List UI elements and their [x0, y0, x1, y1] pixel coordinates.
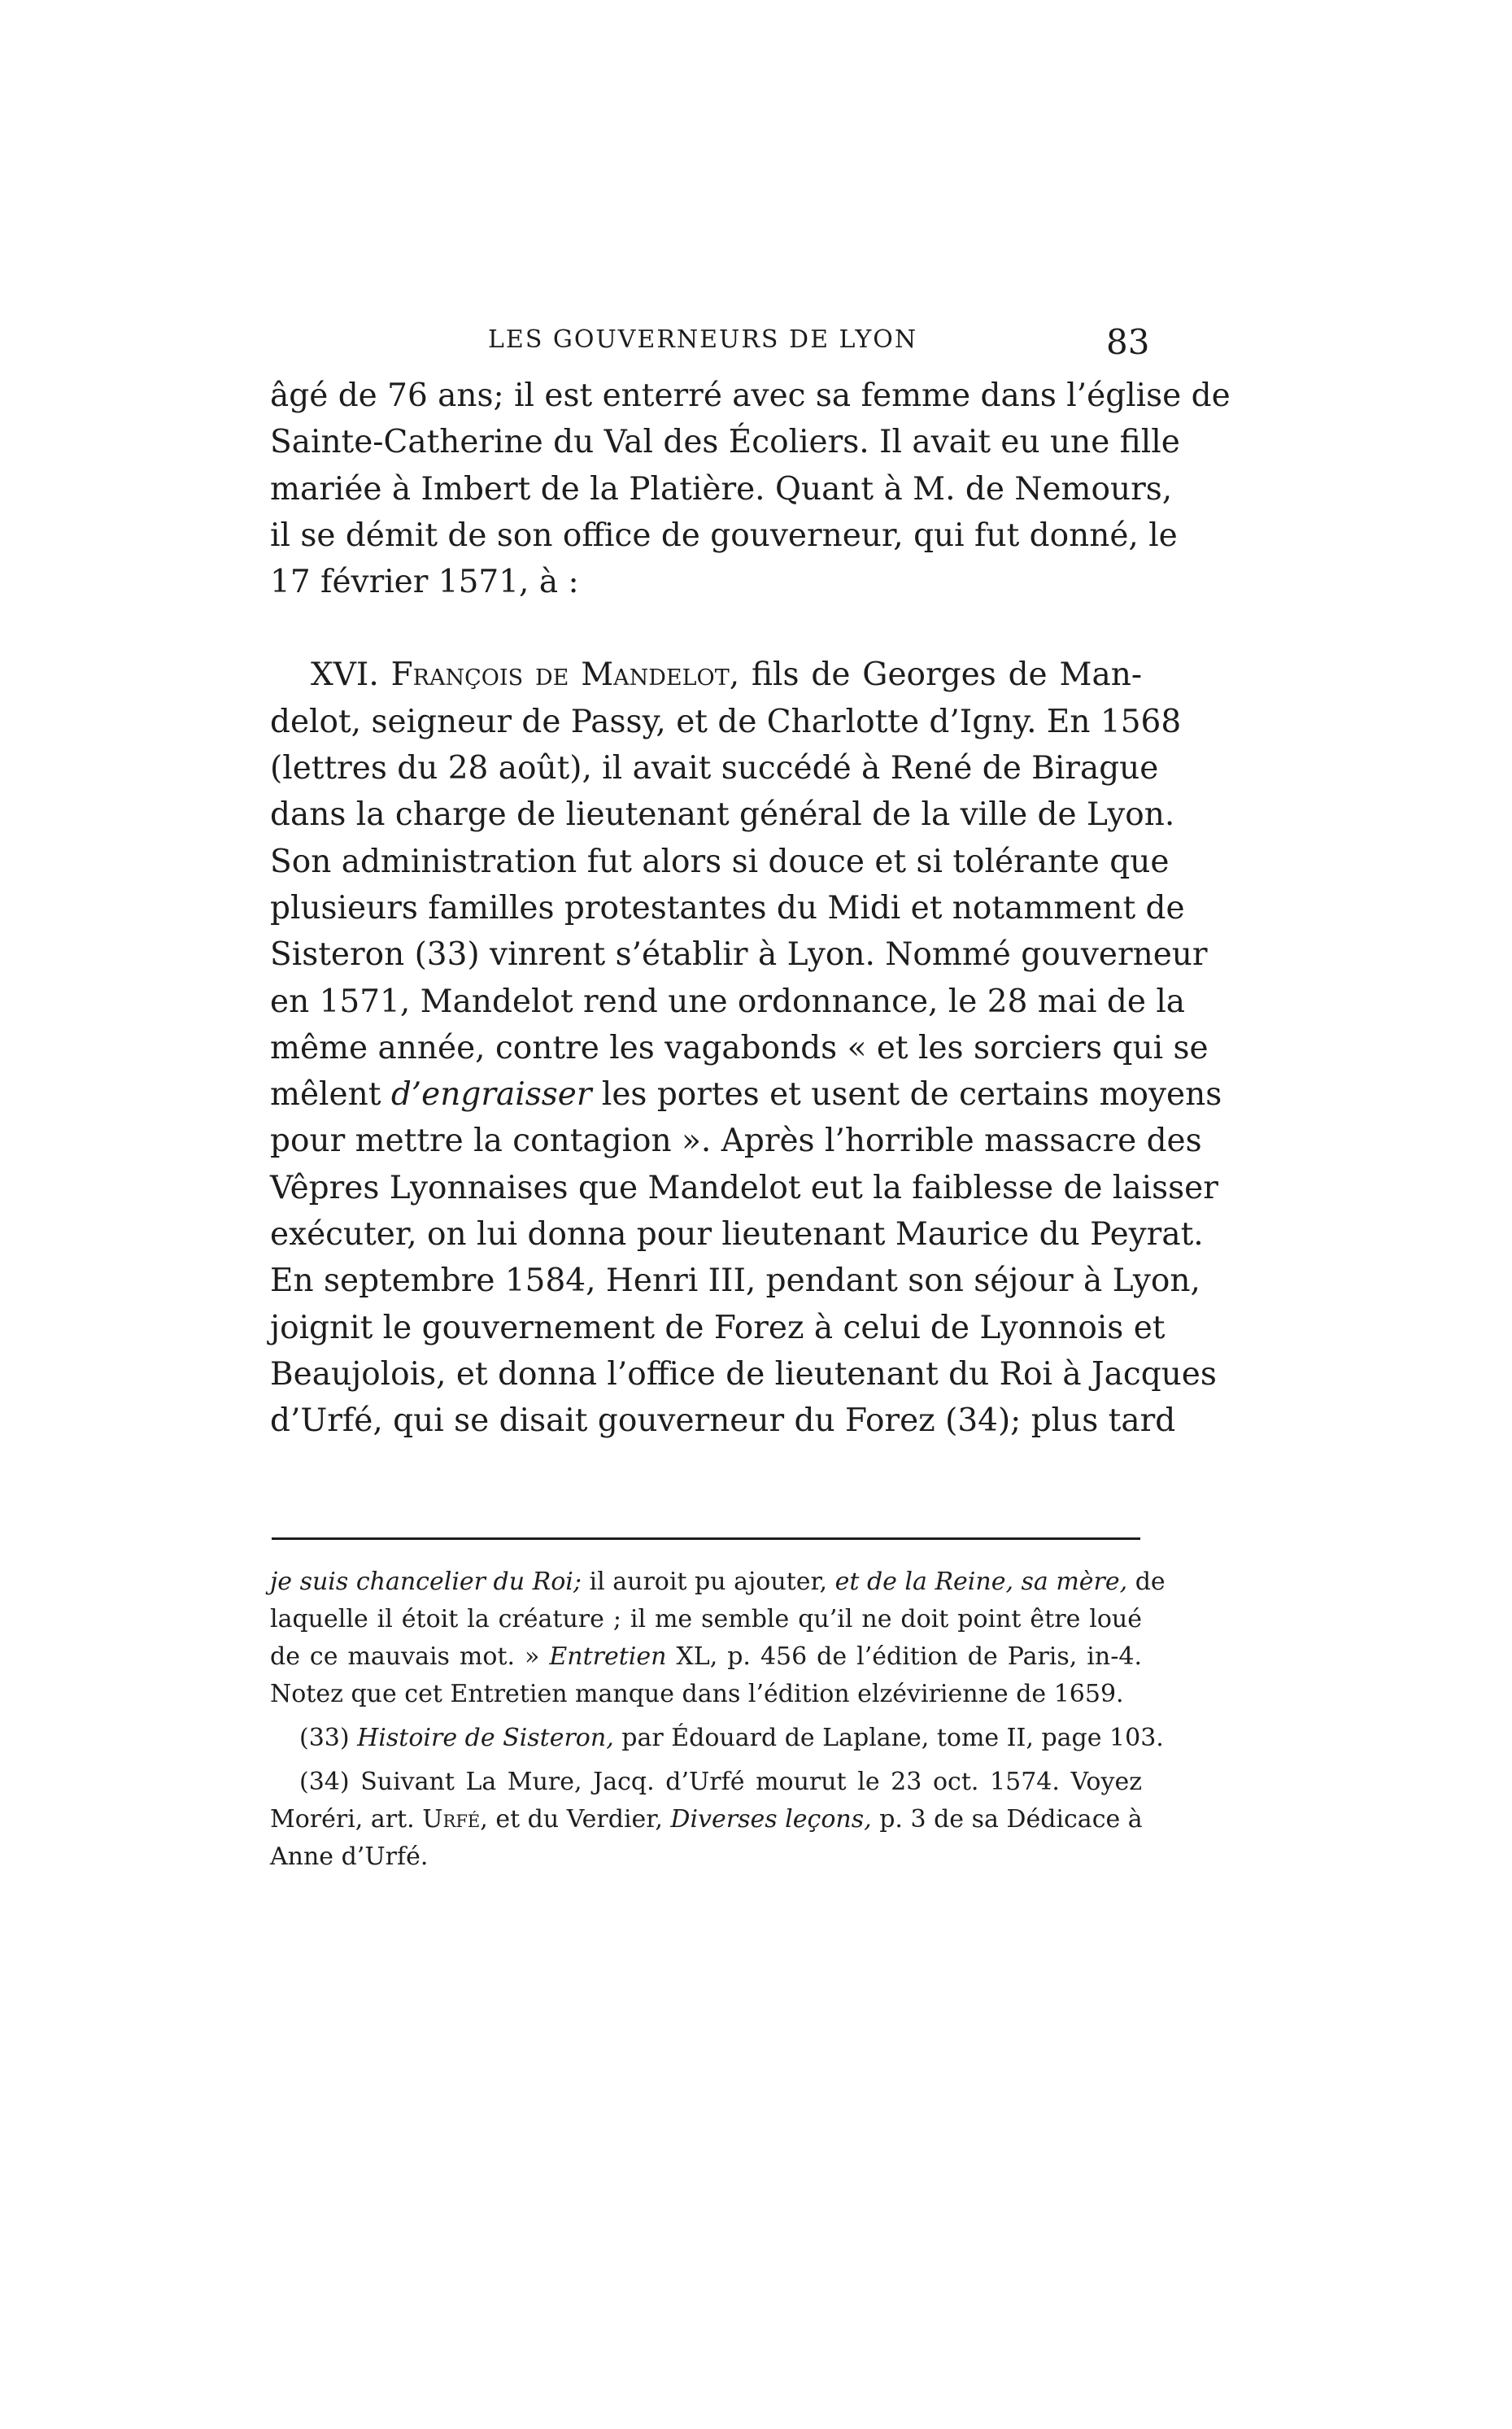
paragraph-gap	[270, 605, 1142, 652]
footnote-gap	[270, 1713, 1142, 1720]
text-fragment: par Édouard de Laplane, tome II, page 103.	[613, 1724, 1164, 1752]
text-line: il se démit de son office de gouverneur, qui fut donné, le	[270, 517, 1178, 554]
footnotes	[270, 1563, 1166, 1876]
footnote-marker: (33)	[299, 1724, 358, 1752]
text-line: Vêpres Lyonnaises que Mandelot eut la faiblesse de laisser	[270, 1169, 1218, 1206]
footnote-33	[270, 1720, 1164, 1757]
footnote-34: (34) Suivant La Mure, Jacq. d’Urfé mourut le 23 oct. 1574. Voyez	[299, 1768, 1142, 1796]
text-fragment: , et du Verdier,	[480, 1805, 671, 1834]
text-line	[270, 1071, 1222, 1118]
text-line: En septembre 1584, Henri III, pendant son séjour à Lyon,	[270, 1262, 1200, 1300]
italic-title: Diverses leçons,	[670, 1805, 872, 1834]
text-fragment: les portes et usent de certains moyens	[591, 1076, 1222, 1114]
text-line: même année, contre les vagabonds « et les sorciers qui se	[270, 1029, 1209, 1066]
footnote-line	[270, 1801, 1142, 1838]
text-line: joignit le gouvernement de Forez à celui de Lyonnois et	[270, 1309, 1166, 1346]
section-number: XVI.	[311, 656, 391, 694]
italic-title: Entretien	[549, 1642, 667, 1671]
footnote-line	[270, 1563, 1166, 1601]
text-line: delot, seigneur de Passy, et de Charlotte d’Igny. En 1568	[270, 703, 1182, 740]
text-fragment: XL, p. 456 de l’édition de Paris, in-4.	[666, 1642, 1142, 1671]
page-number: 83	[1106, 322, 1150, 362]
governor-name: François de Mandelot	[390, 656, 730, 694]
small-caps-term: Urfé	[422, 1805, 481, 1834]
footnote-line: Notez que cet Entretien manque dans l’édition elzévirienne de 1659.	[270, 1680, 1124, 1708]
text-line: d’Urfé, qui se disait gouverneur du Forez (34); plus tard	[270, 1402, 1176, 1440]
text-line	[270, 652, 1142, 698]
text-line: Sisteron (33) vinrent s’établir à Lyon. Nommé gouverneur	[270, 936, 1208, 974]
text-line: pour mettre la contagion ». Après l’horrible massacre des	[270, 1123, 1202, 1160]
text-line: Sainte-Catherine du Val des Écoliers. Il avait eu une fille	[270, 424, 1180, 461]
footnote-line: laquelle il étoit la créature ; il me semble qu’il ne doit point être loué	[270, 1605, 1142, 1633]
body-text	[270, 373, 1231, 1445]
running-title: LES GOUVERNEURS DE LYON	[488, 325, 918, 354]
text-line: en 1571, Mandelot rend une ordonnance, le 28 mai de la	[270, 983, 1186, 1020]
text-fragment: de	[1127, 1568, 1166, 1596]
text-line: Beaujolois, et donna l’office de lieutenant du Roi à Jacques	[270, 1355, 1217, 1393]
text-line: Son administration fut alors si douce et si tolérante que	[270, 843, 1170, 880]
text-line: plusieurs familles protestantes du Midi et notamment de	[270, 889, 1185, 927]
text-line: exécuter, on lui donna pour lieutenant Maurice du Peyrat.	[270, 1216, 1204, 1254]
text-fragment: , fils de Georges de Man-	[729, 656, 1142, 694]
footnote-rule	[272, 1537, 1140, 1540]
footnote-line: Anne d’Urfé.	[270, 1842, 429, 1871]
text-fragment: p. 3 de sa Dédicace à	[871, 1805, 1143, 1834]
text-fragment: de ce mauvais mot. »	[270, 1642, 550, 1671]
italic-quote: et de la Reine, sa mère,	[834, 1568, 1128, 1596]
text-fragment: mêlent	[270, 1076, 391, 1114]
text-fragment: il auroit pu ajouter,	[581, 1568, 835, 1596]
text-line: mariée à Imbert de la Platière. Quant à M. de Nemours,	[270, 470, 1173, 508]
text-fragment: Moréri, art.	[270, 1805, 423, 1834]
footnote-line	[270, 1638, 1142, 1676]
text-line: âgé de 76 ans; il est enterré avec sa femme dans l’église de	[270, 377, 1231, 414]
italic-quote: je suis chancelier du Roi;	[270, 1568, 582, 1596]
text-line: dans la charge de lieutenant général de la ville de Lyon.	[270, 796, 1175, 834]
italic-term: d’engraisser	[390, 1076, 592, 1114]
footnote-gap	[270, 1757, 1142, 1764]
text-line: 17 février 1571, à :	[270, 564, 579, 601]
italic-title: Histoire de Sisteron,	[357, 1724, 614, 1752]
text-line: (lettres du 28 août), il avait succédé à René de Birague	[270, 750, 1159, 787]
